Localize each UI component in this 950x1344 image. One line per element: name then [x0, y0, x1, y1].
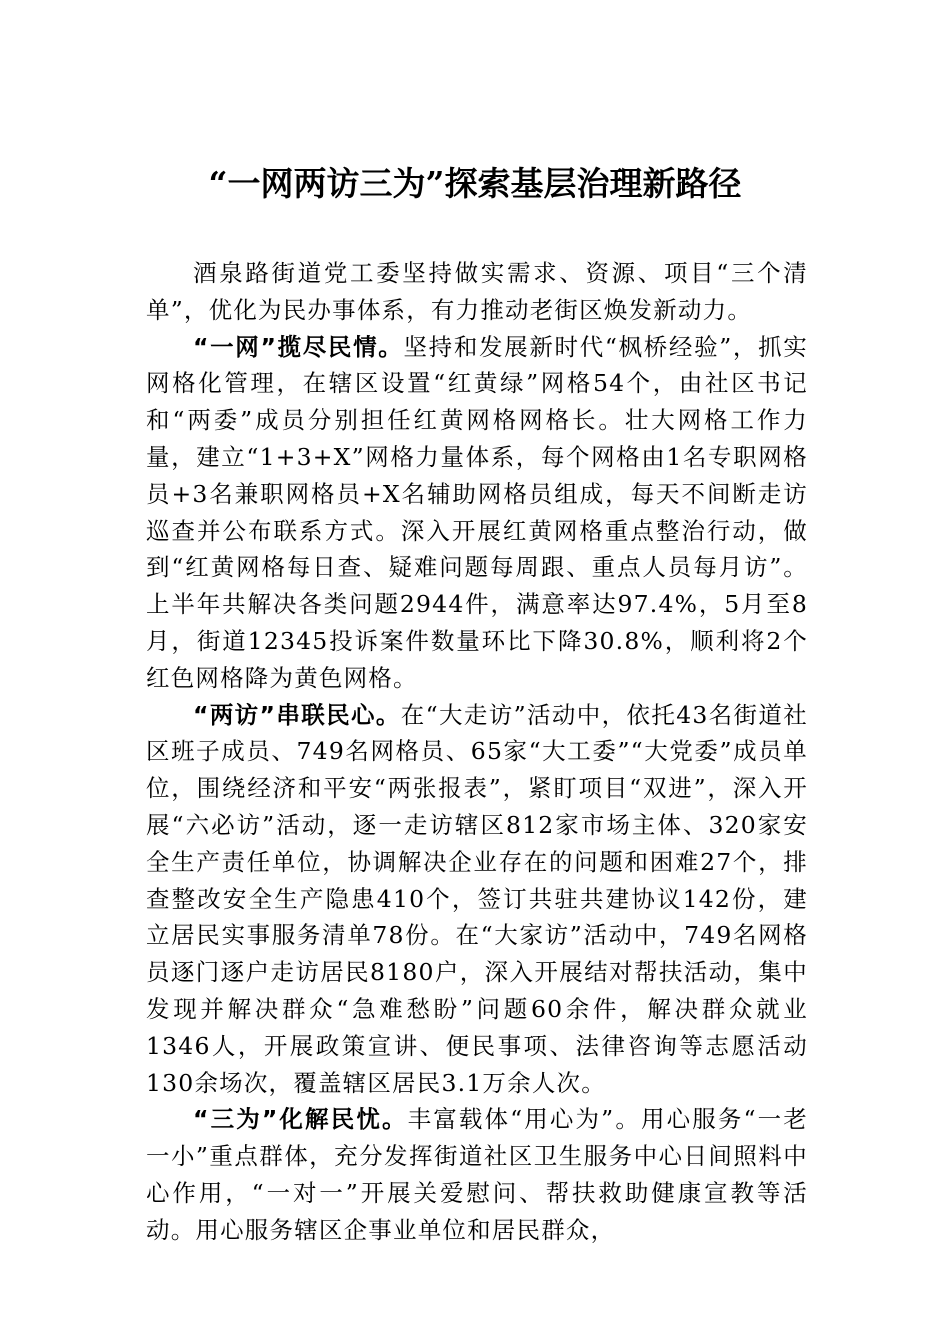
paragraph-three-actions — [146, 1101, 808, 1248]
document-title: “一网两访三为”探索基层治理新路径 — [208, 164, 742, 203]
paragraph-text: 坚持和发展新时代“枫桥经验”，抓实网格化管理，在辖区设置“红黄绿”网格54个，由社区书记和“两委”成员分别担任红黄网格网格长。壮大网格工作力量，建立“1+3+X”网格力量体系，每个网格由1名专职网格员+3名兼职网格员+X名辅助网格员组成，每天不间断走访巡查并公布联系方式。深入开展红黄网格重点整治行动，做到“红黄网格每日查、疑难问题每周跟、重点人员每月访”。上半年共解决各类问题2944件，满意率达97.4%，5月至8月，街道12345投诉案件数量环比下降30.8%，顺利将2个红色网格降为黄色网格。 — [146, 332, 808, 692]
document-body — [146, 255, 808, 1249]
paragraph-intro — [146, 255, 808, 329]
paragraph-text: 酒泉路街道党工委坚持做实需求、资源、项目“三个清单”，优化为民办事体系，有力推动老街区焕发新动力。 — [146, 259, 808, 324]
paragraph-heading: “两访”串联民心。 — [193, 700, 401, 729]
paragraph-heading: “一网”揽尽民情。 — [193, 332, 404, 361]
paragraph-text: 在“大走访”活动中，依托43名街道社区班子成员、749名网格员、65家“大工委”“大党委”成员单位，围绕经济和平安“两张报表”，紧盯项目“双进”，深入开展“六必访”活动，逐一走访辖区812家市场主体、320家安全生产责任单位，协调解决企业存在的问题和困难27个，排查整改安全生产隐患410个，签订共驻共建协议142份，建立居民实事服务清单78份。在“大家访”活动中，749名网格员逐门逐户走访居民8180户，深入开展结对帮扶活动，集中发现并解决群众“急难愁盼”问题60余件，解决群众就业1346人，开展政策宣讲、便民事项、法律咨询等志愿活动130余场次，覆盖辖区居民3.1万余人次。 — [146, 700, 808, 1097]
paragraph-text: 丰富载体“用心为”。用心服务“一老一小”重点群体，充分发挥街道社区卫生服务中心日间照料中心作用，“一对一”开展关爱慰问、帮扶救助健康宣教等活动。用心服务辖区企事业单位和居民群众， — [146, 1105, 808, 1244]
paragraph-heading: “三为”化解民忧。 — [193, 1105, 408, 1134]
paragraph-one-network — [146, 329, 808, 697]
paragraph-two-visits — [146, 697, 808, 1102]
